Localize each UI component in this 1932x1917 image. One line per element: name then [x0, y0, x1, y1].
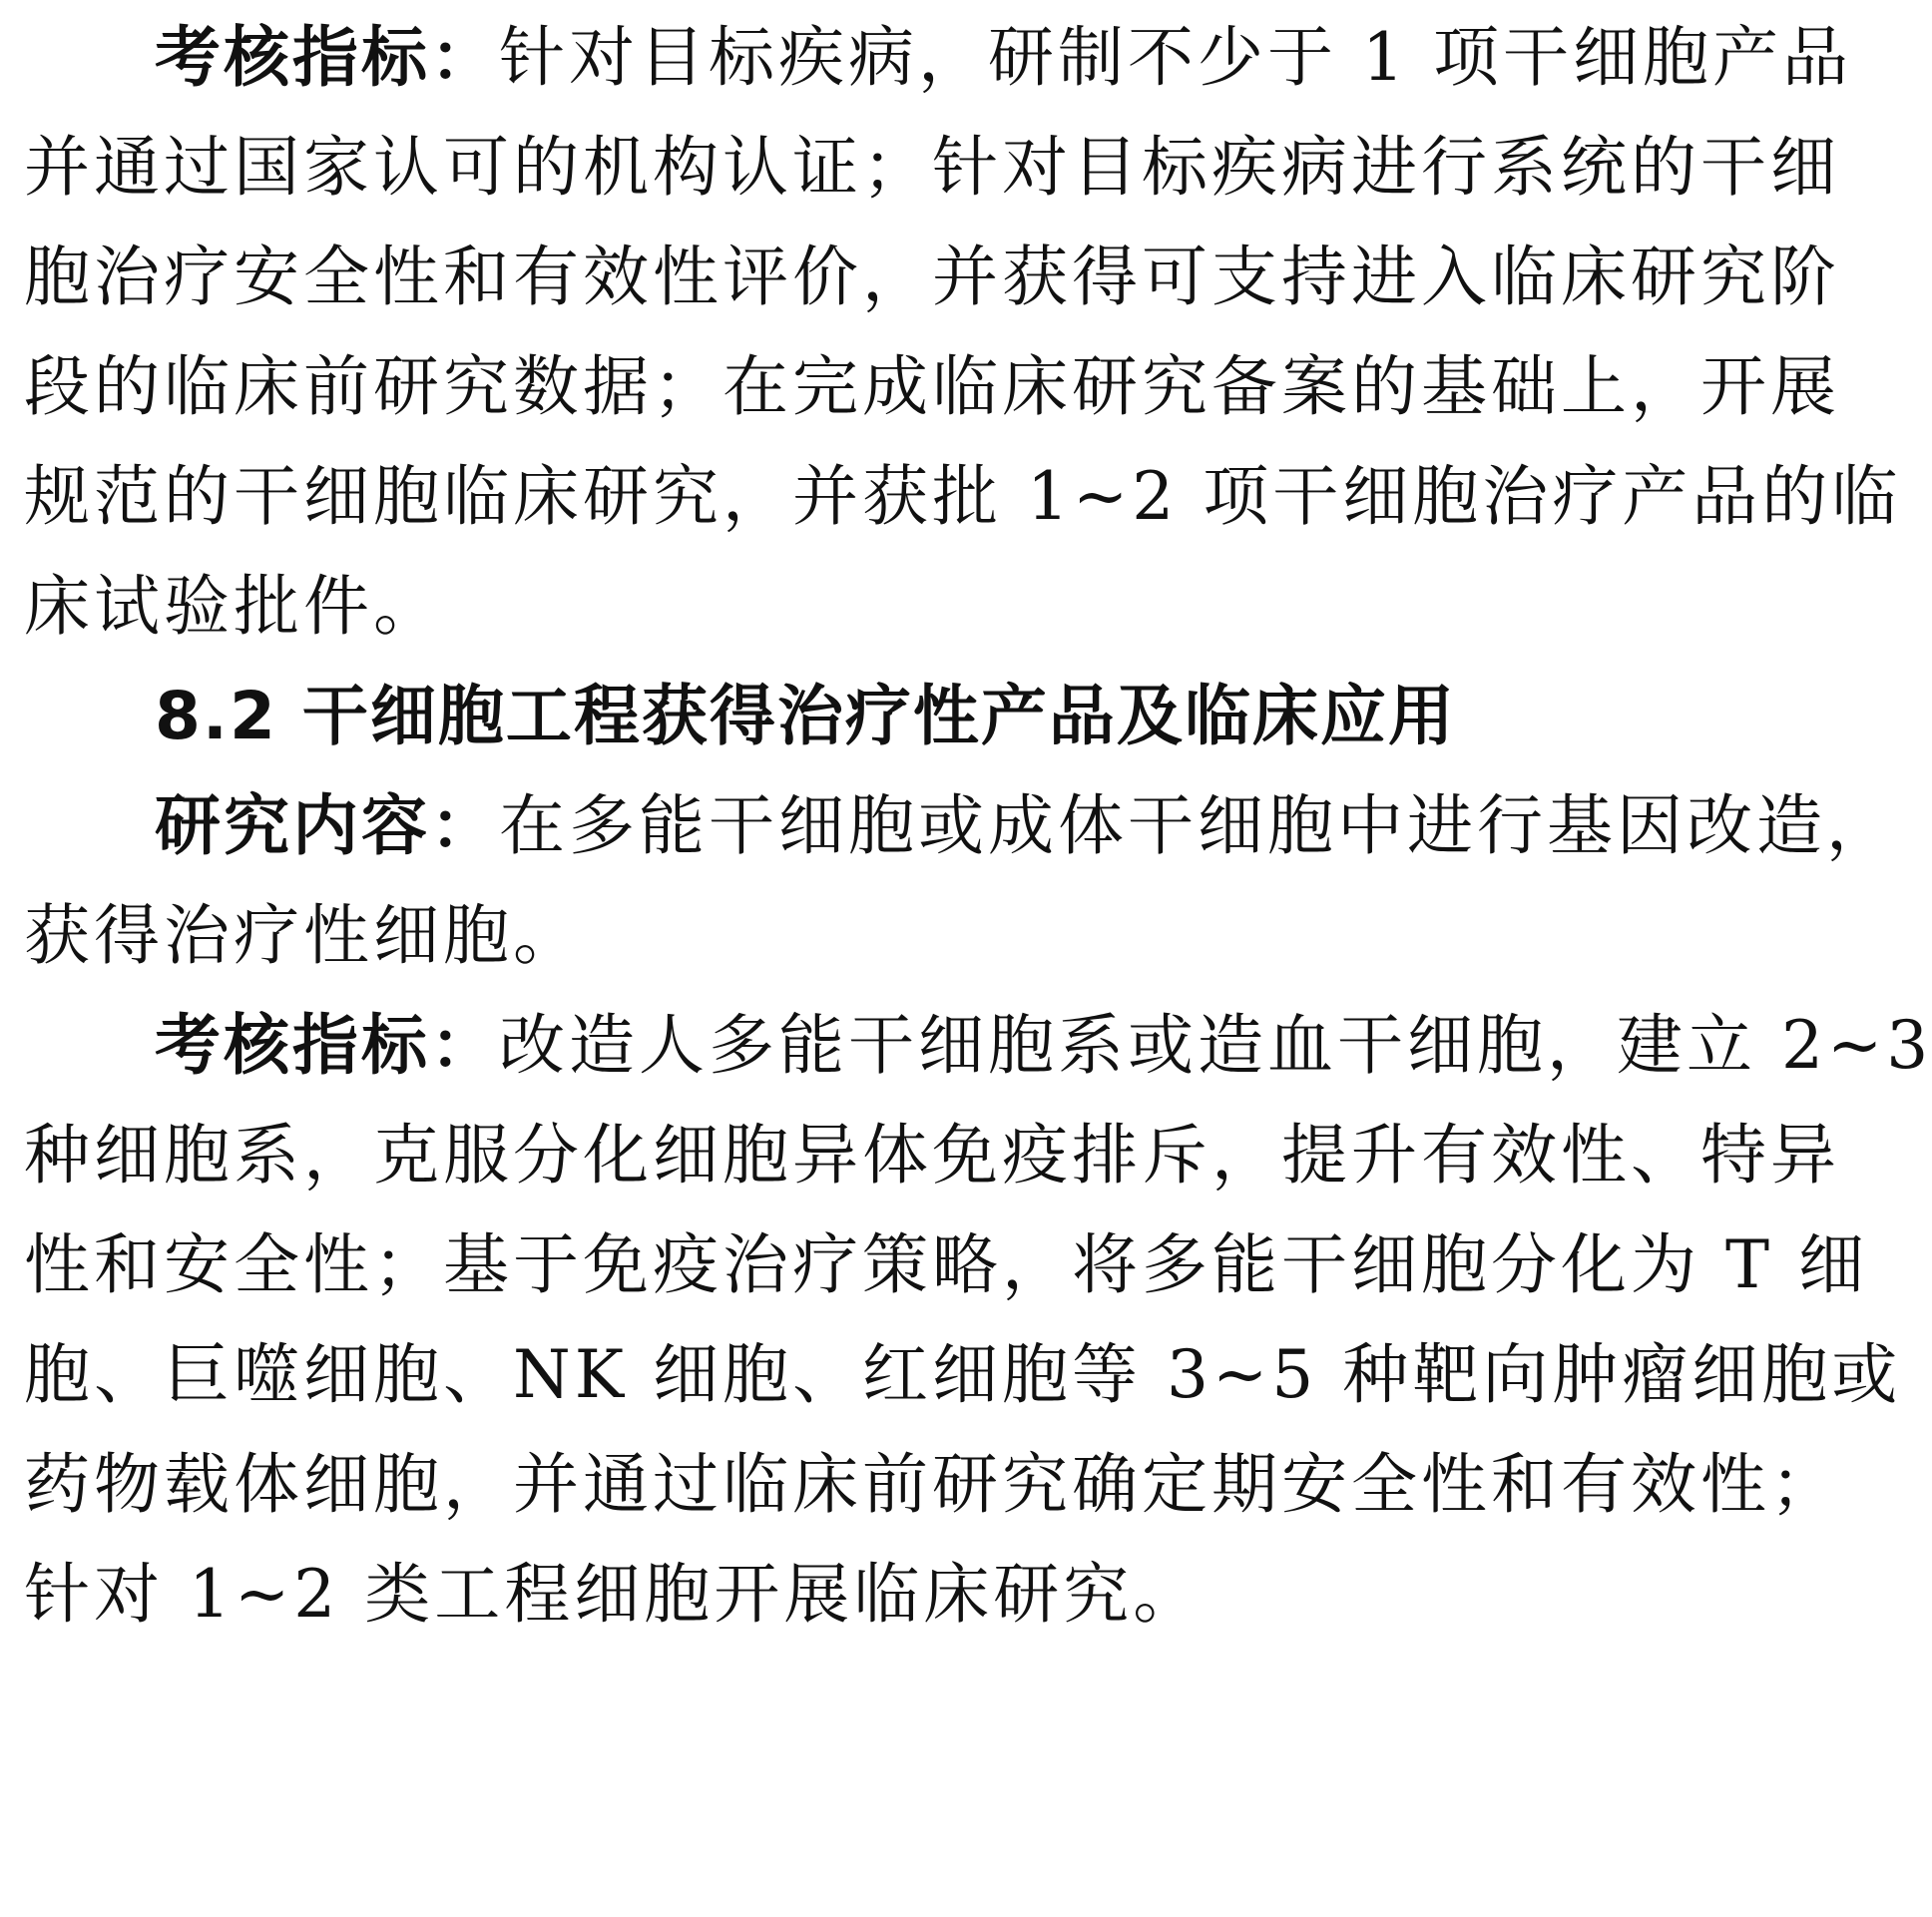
- paragraph-line: 胞、巨噬细胞、NK 细胞、红细胞等 3~5 种靶向肿瘤细胞或: [24, 1336, 1902, 1413]
- paragraph-line: 并通过国家认可的机构认证；针对目标疾病进行系统的干细: [24, 129, 1840, 206]
- paragraph-line: 获得治疗性细胞。: [24, 897, 583, 974]
- assessment-label: 考核指标：: [155, 1007, 499, 1084]
- paragraph-line: 药物载体细胞，并通过临床前研究确定期安全性和有效性；: [24, 1446, 1840, 1523]
- paragraph-text: 改造人多能干细胞系或造血干细胞，建立 2~3: [499, 1007, 1932, 1084]
- section-heading: 8.2 干细胞工程获得治疗性产品及临床应用: [155, 678, 1456, 754]
- paragraph-text: 在多能干细胞或成体干细胞中进行基因改造，: [499, 787, 1896, 864]
- paragraph-line: 种细胞系，克服分化细胞异体免疫排斥，提升有效性、特异: [24, 1117, 1840, 1194]
- paragraph-line: 床试验批件。: [24, 568, 443, 645]
- paragraph-line: [155, 8, 1852, 108]
- paragraph-line: 胞治疗安全性和有效性评价，并获得可支持进入临床研究阶: [24, 239, 1840, 315]
- paragraph-line: [155, 996, 1932, 1096]
- paragraph-line: 针对 1~2 类工程细胞开展临床研究。: [24, 1556, 1204, 1633]
- paragraph-line: 段的临床前研究数据；在完成临床研究备案的基础上，开展: [24, 348, 1840, 425]
- research-content-label: 研究内容：: [155, 787, 499, 864]
- paragraph-line: [155, 776, 1896, 876]
- paragraph-text: 针对目标疾病，研制不少于 1 项干细胞产品: [499, 19, 1852, 96]
- paragraph-line: 性和安全性；基于免疫治疗策略，将多能干细胞分化为 T 细: [24, 1226, 1868, 1303]
- paragraph-line: 规范的干细胞临床研究，并获批 1~2 项干细胞治疗产品的临: [24, 458, 1902, 535]
- assessment-label: 考核指标：: [155, 19, 499, 96]
